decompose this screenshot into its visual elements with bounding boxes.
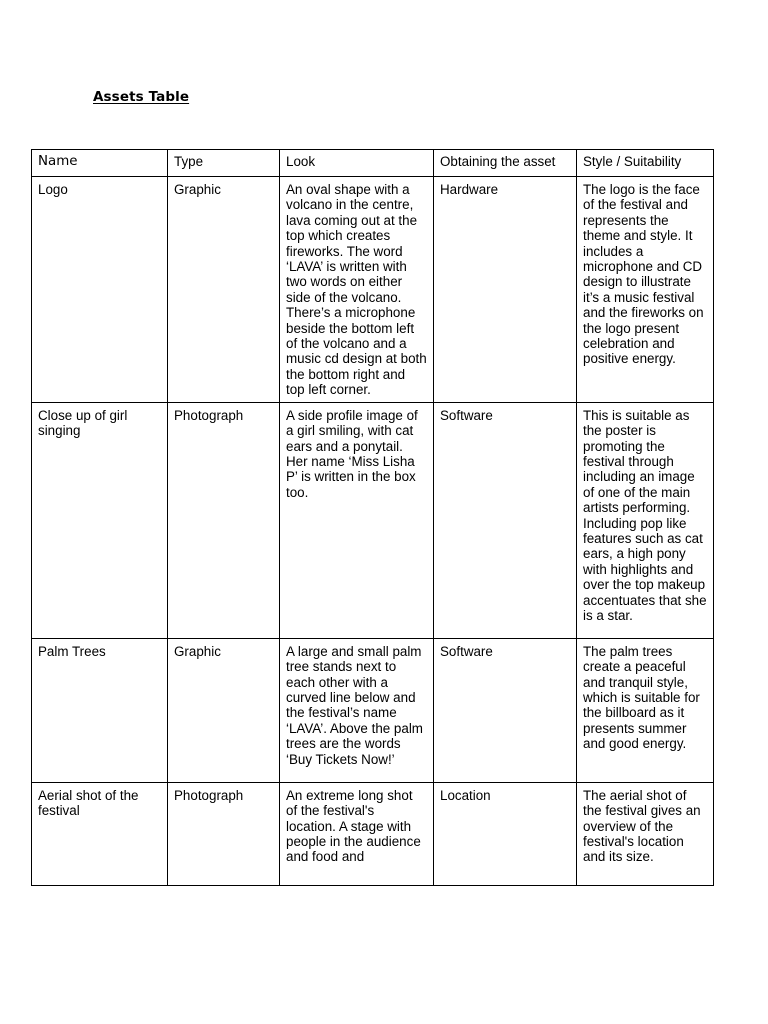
cell-name: Palm Trees	[32, 638, 168, 782]
cell-look: An oval shape with a volcano in the centre, lava coming out at the top which creates fireworks. The word ‘LAVA’ is written with two words on either side of the volcano. There’s a microphone beside the bottom left of the volcano and a music cd design at both the bottom right and top left corner.	[280, 177, 434, 403]
cell-type: Photograph	[168, 402, 280, 638]
cell-type: Graphic	[168, 638, 280, 782]
cell-obtaining: Hardware	[434, 177, 577, 403]
header-type: Type	[168, 150, 280, 177]
table-header-row	[32, 150, 714, 177]
cell-style: The palm trees create a peaceful and tranquil style, which is suitable for the billboard as it presents summer and good energy.	[577, 638, 714, 782]
document-title: Assets Table	[93, 89, 190, 105]
cell-name: Aerial shot of the festival	[32, 782, 168, 885]
cell-look: A side profile image of a girl smiling, with cat ears and a ponytail. Her name ‘Miss Lisha P’ is written in the box too.	[280, 402, 434, 638]
assets-table	[31, 149, 714, 886]
cell-type: Photograph	[168, 782, 280, 885]
cell-style: This is suitable as the poster is promoting the festival through including an image of one of the main artists performing. Including pop like features such as cat ears, a high pony with highlights and over the top makeup accentuates that she is a star.	[577, 402, 714, 638]
cell-style: The logo is the face of the festival and represents the theme and style. It includes a microphone and CD design to illustrate it’s a music festival and the fireworks on the logo present celebration and positive energy.	[577, 177, 714, 403]
cell-obtaining: Software	[434, 638, 577, 782]
header-name: Name	[32, 150, 168, 177]
cell-obtaining: Software	[434, 402, 577, 638]
cell-name: Logo	[32, 177, 168, 403]
table-row	[32, 402, 714, 638]
cell-type: Graphic	[168, 177, 280, 403]
cell-style: The aerial shot of the festival gives an overview of the festival's location and its size.	[577, 782, 714, 885]
cell-name: Close up of girl singing	[32, 402, 168, 638]
cell-look: A large and small palm tree stands next to each other with a curved line below and the festival’s name ‘LAVA’. Above the palm trees are the words ‘Buy Tickets Now!’	[280, 638, 434, 782]
table-row	[32, 782, 714, 885]
cell-obtaining: Location	[434, 782, 577, 885]
cell-look: An extreme long shot of the festival's location. A stage with people in the audience and food and	[280, 782, 434, 885]
header-obtaining: Obtaining the asset	[434, 150, 577, 177]
table-row	[32, 177, 714, 403]
table-row	[32, 638, 714, 782]
header-look: Look	[280, 150, 434, 177]
header-style: Style / Suitability	[577, 150, 714, 177]
